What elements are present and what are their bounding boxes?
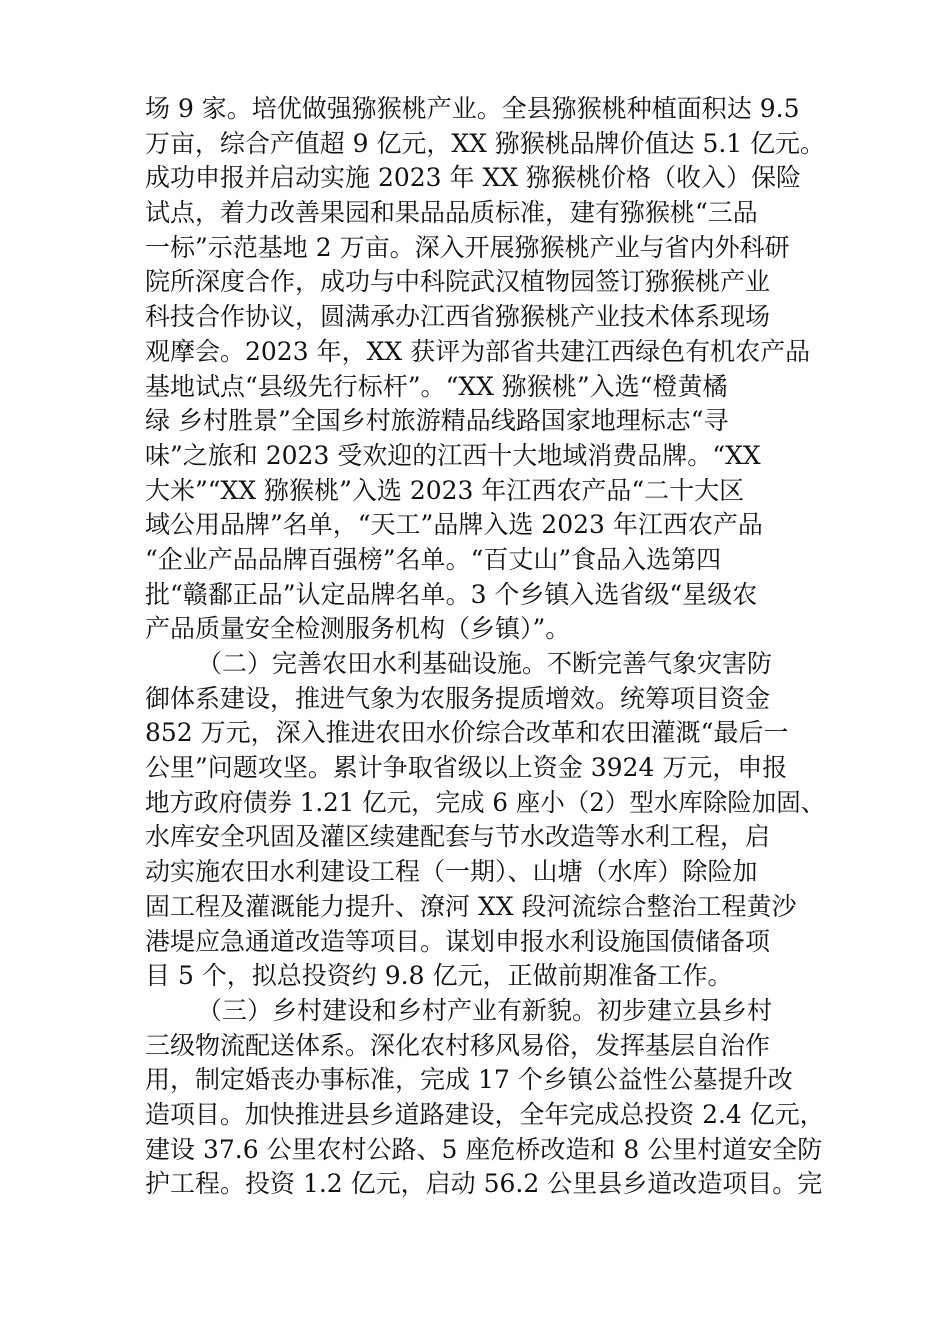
text-line: 三级物流配送体系。深化农村移风易俗，发挥基层自治作 xyxy=(145,1030,771,1060)
text-line: 基地试点“县级先行标杆”。“XX 猕猴桃”入选“橙黄橘 xyxy=(145,371,728,401)
text-line: 地方政府债券 1.21 亿元，完成 6 座小（2）型水库除险加固、 xyxy=(145,787,826,817)
text-line: 试点，着力改善果园和果品品质标准，建有猕猴桃“三品 xyxy=(145,198,758,228)
text-line: 场 9 家。培优做强猕猴桃产业。全县猕猴桃种植面积达 9.5 xyxy=(145,94,800,123)
body-text xyxy=(145,92,826,1202)
text-line: 公里”问题攻坚。累计争取省级以上资金 3924 万元，申报 xyxy=(145,753,788,783)
text-line: 院所深度合作，成功与中科院武汉植物园签订猕猴桃产业 xyxy=(145,267,771,297)
section-heading-line: （三）乡村建设和乡村产业有新貌。初步建立县乡村 xyxy=(197,995,773,1025)
text-line: 护工程。投资 1.2 亿元，启动 56.2 公里县乡道改造项目。完 xyxy=(145,1169,823,1199)
text-line: 建设 37.6 公里农村公路、5 座危桥改造和 8 公里村道安全防 xyxy=(145,1134,823,1164)
text-line: 目 5 个，拟总投资约 9.8 亿元，正做前期准备工作。 xyxy=(145,961,733,991)
text-line: 万亩，综合产值超 9 亿元，XX 猕猴桃品牌价值达 5.1 亿元。 xyxy=(145,128,825,158)
text-line: 域公用品牌”名单，“天工”品牌入选 2023 年江西农产品 xyxy=(145,510,763,540)
text-line: 科技合作协议，圆满承办江西省猕猴桃产业技术体系现场 xyxy=(145,302,771,332)
text-line: 用，制定婚丧办事标准，完成 17 个乡镇公益性公墓提升改 xyxy=(145,1065,793,1095)
text-line: 批“赣鄱正品”认定品牌名单。3 个乡镇入选省级“星级农 xyxy=(145,579,758,609)
text-line: 成功申报并启动实施 2023 年 XX 猕猴桃价格（收入）保险 xyxy=(145,163,802,193)
text-line: 大米”“XX 猕猴桃”入选 2023 年江西农产品“二十大区 xyxy=(145,475,745,505)
text-line: 御体系建设，推进气象为农服务提质增效。统筹项目资金 xyxy=(145,683,771,713)
text-line: 852 万元，深入推进农田水价综合改革和农田灌溉“最后一 xyxy=(145,718,789,748)
text-line: 绿 乡村胜景”全国乡村旅游精品线路国家地理标志“寻 xyxy=(145,406,729,436)
text-line: 观摩会。2023 年，XX 获评为部省共建江西绿色有机农产品 xyxy=(145,336,811,366)
text-line: 水库安全巩固及灌区续建配套与节水改造等水利工程，启 xyxy=(145,822,771,852)
text-line: “企业产品品牌百强榜”名单。“百丈山”食品入选第四 xyxy=(145,544,722,574)
text-line: 产品质量安全检测服务机构（乡镇）”。 xyxy=(145,614,571,644)
text-line: 固工程及灌溉能力提升、潦河 XX 段河流综合整治工程黄沙 xyxy=(145,891,797,921)
text-line: 造项目。加快推进县乡道路建设，全年完成总投资 2.4 亿元， xyxy=(145,1099,825,1129)
text-line: 港堤应急通道改造等项目。谋划申报水利设施国债储备项 xyxy=(145,926,771,956)
text-line: 动实施农田水利建设工程（一期）、山塘（水库）除险加 xyxy=(145,857,758,887)
section-heading-line: （二）完善农田水利基础设施。不断完善气象灾害防 xyxy=(197,649,773,678)
text-line: 一标”示范基地 2 万亩。深入开展猕猴桃产业与省内外科研 xyxy=(145,232,790,262)
text-line: 味”之旅和 2023 受欢迎的江西十大地域消费品牌。“XX xyxy=(145,440,761,470)
